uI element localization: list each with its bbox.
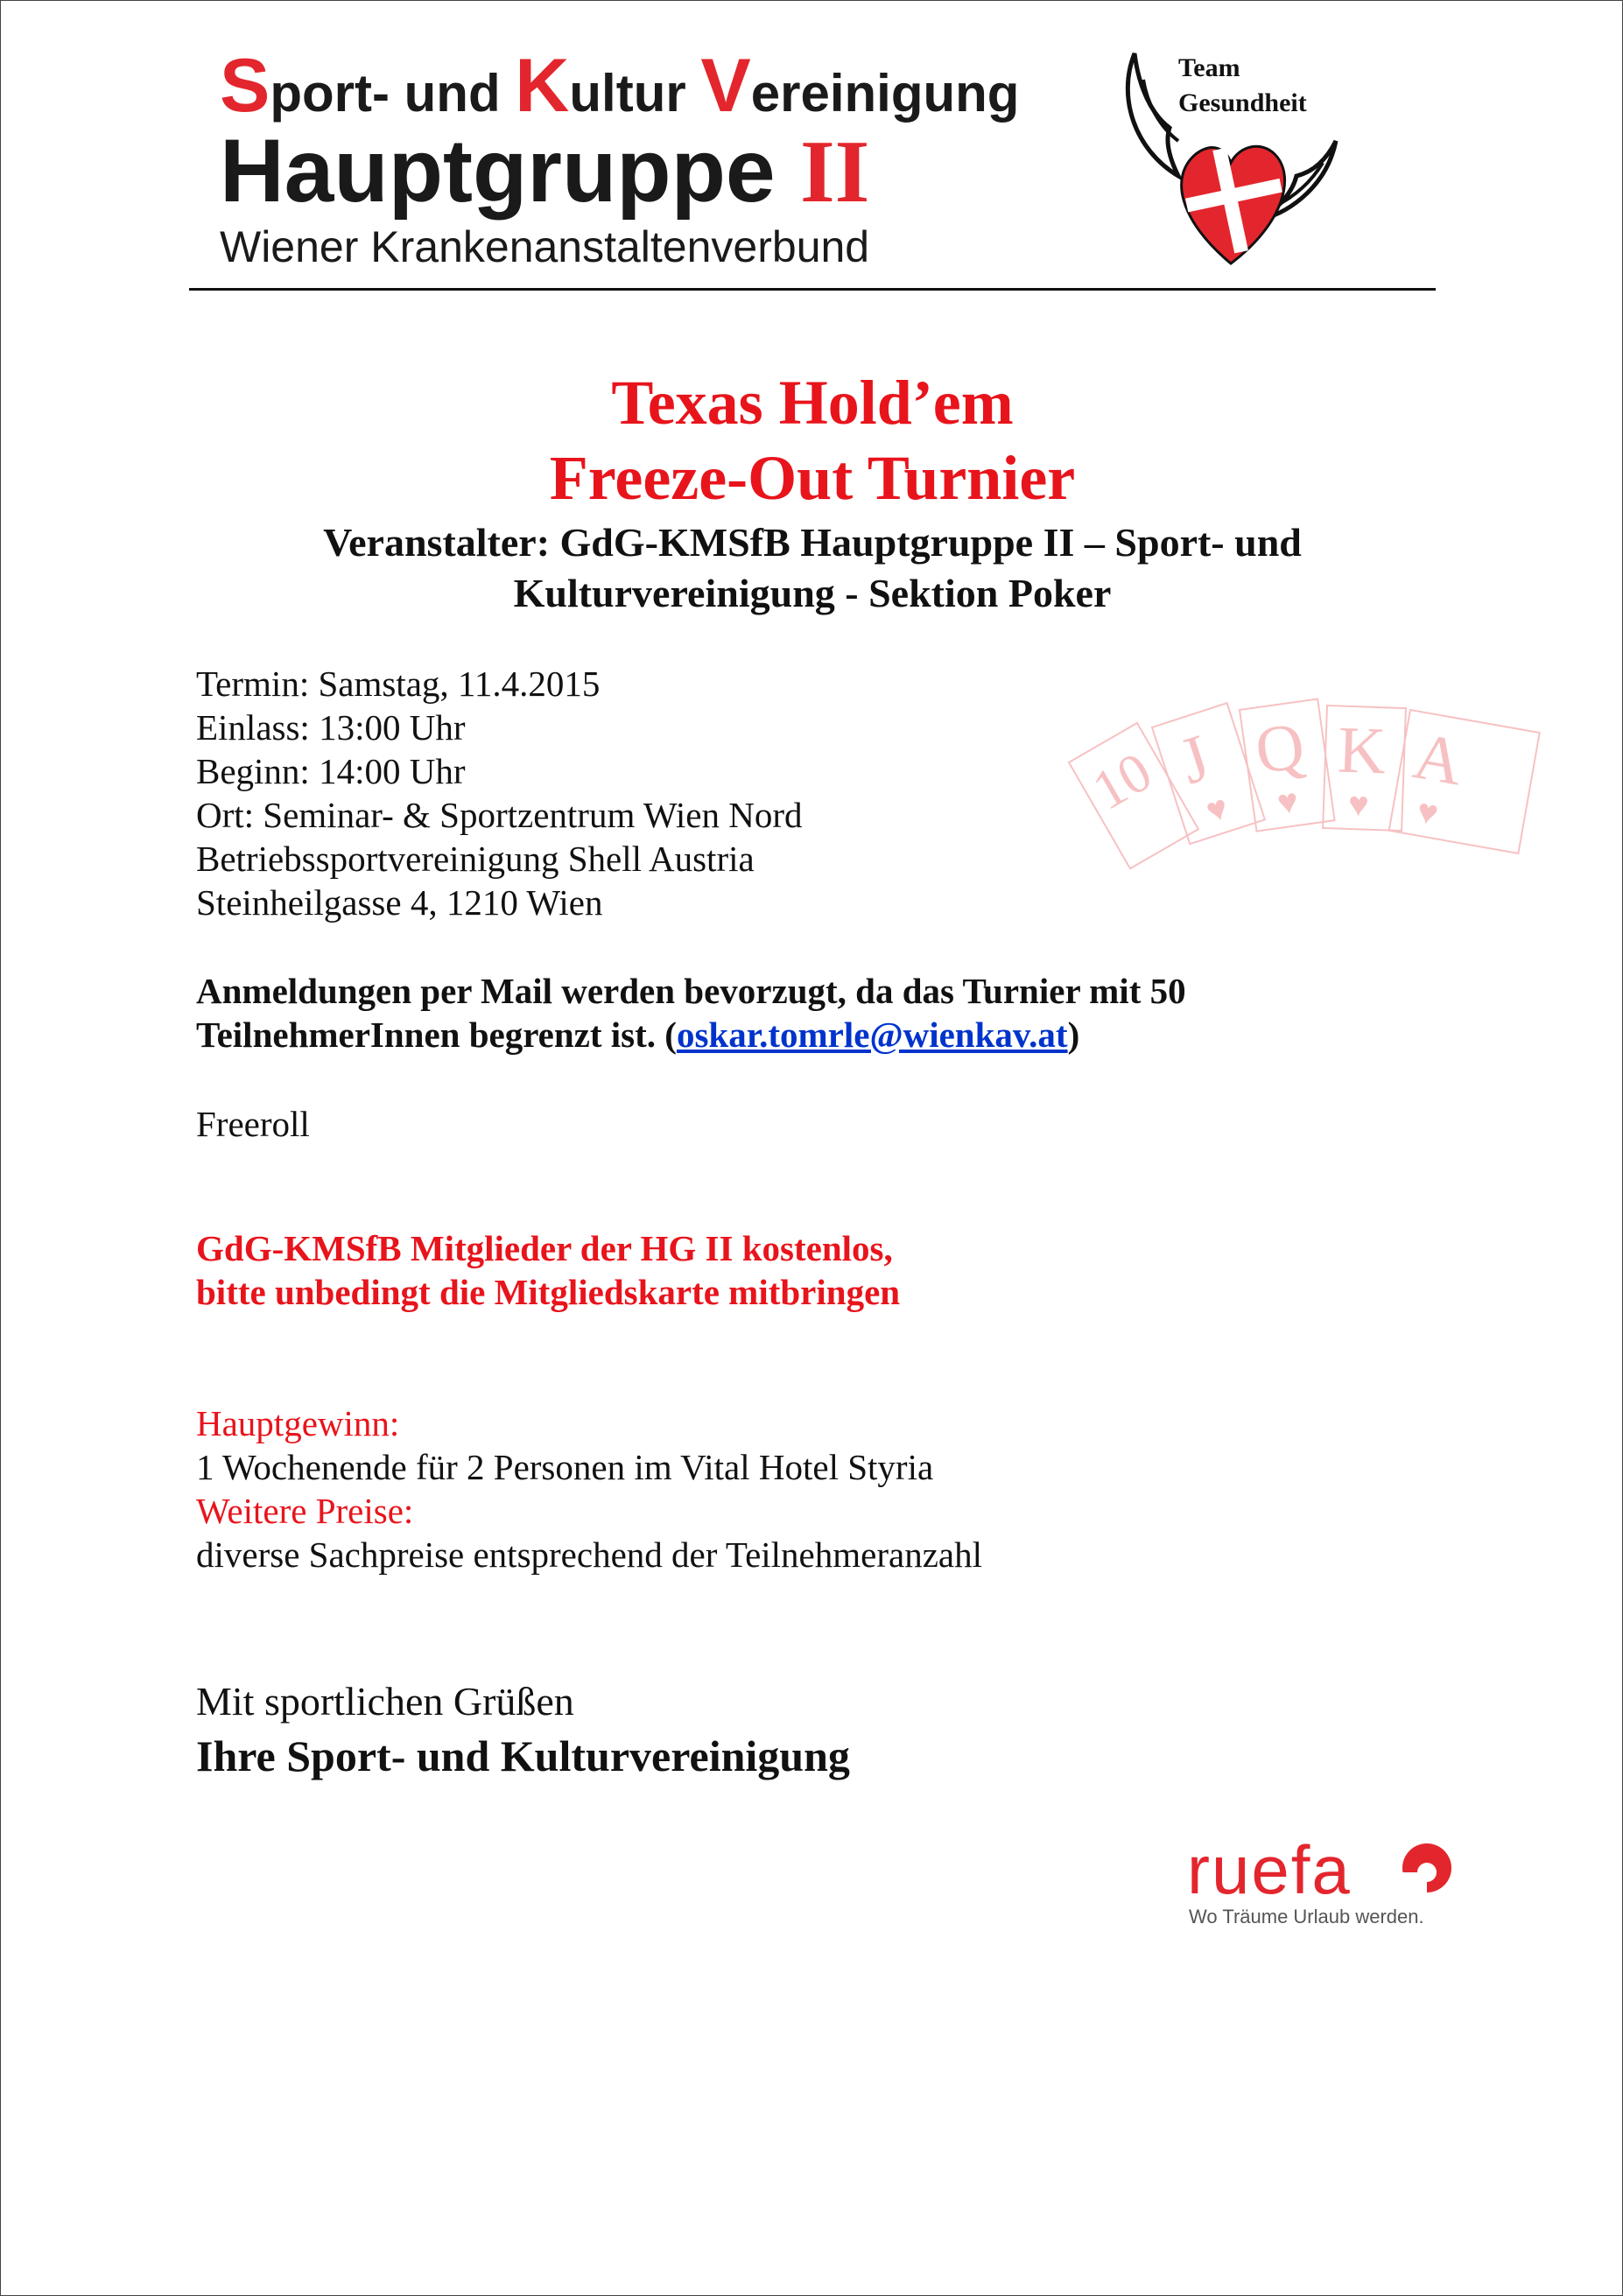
registration-prefix: TeilnehmerInnen begrenzt ist. ( [196,1015,677,1055]
event-subtitle: Freeze-Out Turnier [549,443,1076,513]
club-name-line [220,43,1019,130]
email-link[interactable]: oskar.tomrle@wienkav.at [676,1015,1068,1055]
organization-subtitle: Wiener Krankenanstaltenverbund [220,222,870,271]
heart-icon: ♥ [1414,790,1442,833]
heart-icon: ♥ [1201,787,1233,832]
freeroll-note: Freeroll [196,1104,310,1144]
club-name-part: ereinigung [750,64,1020,123]
detail-entry: Einlass: 13:00 Uhr [196,707,466,748]
other-prizes-label: Weitere Preise: [196,1491,414,1531]
card-a: A [1408,719,1469,800]
registration-line2 [196,1013,1079,1057]
sponsor-logo-wordmark: ruefa [1187,1831,1352,1908]
swirl-icon [1400,1841,1454,1895]
organizer-line1: Veranstalter: GdG-KMSfB Hauptgruppe II – Sport- und [323,520,1302,565]
team-logo-line1: Team [1178,53,1240,82]
group-roman-numeral: II [799,123,870,221]
club-initial-s: S [220,44,270,128]
closing-greeting: Mit sportlichen Grüßen [196,1679,574,1724]
closing-signature: Ihre Sport- und Kulturvereinigung [196,1731,850,1780]
detail-address: Steinheilgasse 4, 1210 Wien [196,882,603,923]
sponsor-tagline: Wo Träume Urlaub werden. [1189,1906,1424,1927]
playing-cards-decoration [1051,684,1577,911]
registration-line1: Anmeldungen per Mail werden bevorzugt, da das Turnier mit 50 [196,971,1186,1011]
card-q: Q [1250,708,1310,789]
detail-start: Beginn: 14:00 Uhr [196,751,466,791]
card-j: J [1170,720,1219,799]
club-name-part: port- und [270,64,516,123]
detail-venue: Ort: Seminar- & Sportzentrum Wien Nord [196,795,803,835]
main-prize-value: 1 Wochenende für 2 Personen im Vital Hotel Styria [196,1447,934,1487]
club-initial-k: K [515,44,570,128]
other-prizes-value: diverse Sachpreise entsprechend der Teilnehmeranzahl [196,1534,982,1575]
card-10: 10 [1082,740,1163,822]
team-logo-line2: Gesundheit [1178,88,1307,117]
club-initial-v: V [700,44,751,128]
detail-date: Termin: Samstag, 11.4.2015 [196,664,601,704]
event-title: Texas Hold’em [611,368,1014,438]
club-name-part: ultur [569,64,701,123]
header-divider [189,288,1436,291]
detail-venue-org: Betriebssportvereinigung Shell Austria [196,839,755,879]
main-prize-label: Hauptgewinn: [196,1403,400,1443]
card-k: K [1336,713,1388,789]
members-line1: GdG-KMSfB Mitglieder der HG II kostenlos, [196,1228,893,1268]
heart-icon: ♥ [1347,783,1370,825]
group-name [220,120,869,223]
heart-icon: ♥ [1275,780,1301,823]
registration-suffix: ) [1067,1015,1080,1055]
members-line2: bitte unbedingt die Mitgliedskarte mitbringen [196,1272,901,1312]
group-name-main: Hauptgruppe [220,121,800,221]
organizer-line2: Kulturvereinigung - Sektion Poker [513,571,1112,615]
